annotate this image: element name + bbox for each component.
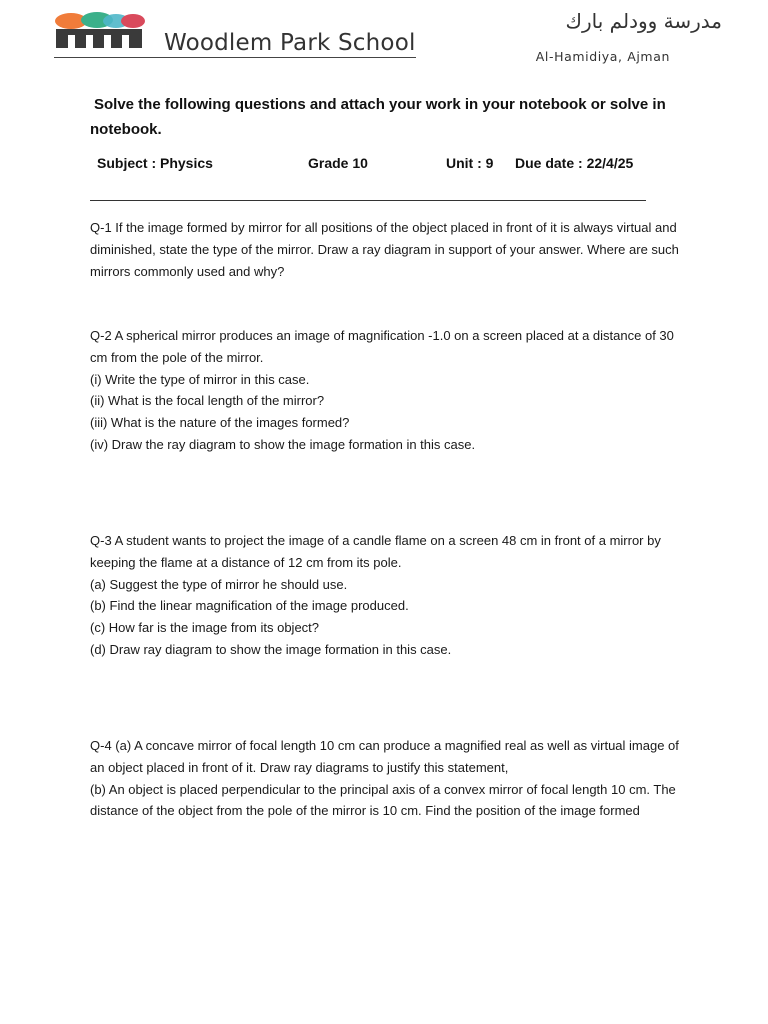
question-line: (iv) Draw the ray diagram to show the image formation in this case.: [90, 436, 476, 452]
school-name: Woodlem Park School: [164, 30, 416, 56]
unit-label: Unit : 9: [446, 155, 494, 171]
question-line: Q-3 A student wants to project the image of a candle flame on a screen 48 cm in front of a mirror by keeping the flame at a distance of 12 cm from its pole.: [90, 533, 661, 570]
logo-leaf-red: [121, 14, 145, 28]
question-line: (iii) What is the nature of the images formed?: [90, 415, 350, 431]
school-building-logo-icon: [54, 10, 146, 50]
header-rule: [54, 57, 416, 58]
question-3: [90, 530, 690, 661]
section-divider: [90, 200, 646, 201]
school-name-arabic: مدرسة وودلم بارك: [565, 9, 722, 33]
question-line: (b) An object is placed perpendicular to the principal axis of a convex mirror of focal length 10 cm. The distance of the object from the pole of the mirror is 10 cm. Find the position of the image formed: [90, 781, 676, 819]
question-1: [90, 217, 690, 282]
logo-window: [104, 35, 111, 48]
question-line: (ii) What is the focal length of the mirror?: [90, 393, 325, 409]
question-line: Q-1 If the image formed by mirror for all positions of the object placed in front of it is always virtual and diminished, state the type of the mirror. Draw a ray diagram in support of your answer. Where are such mirrors commonly used and why?: [90, 220, 679, 279]
instruction-text: [90, 92, 690, 142]
question-line: (i) Write the type of mirror in this case.: [90, 371, 310, 387]
question-4: [90, 735, 690, 822]
school-header: [54, 9, 722, 66]
question-line: Q-2 A spherical mirror produces an image of magnification -1.0 on a screen placed at a distance of 30 cm from the pole of the mirror.: [90, 328, 674, 365]
question-2: [90, 325, 690, 456]
subject-label: Subject : Physics: [97, 155, 213, 171]
school-location: Al-Hamidiya, Ajman: [535, 49, 670, 64]
question-line: (a) Suggest the type of mirror he should use.: [90, 576, 348, 592]
grade-label: Grade 10: [308, 155, 368, 171]
question-line: (d) Draw ray diagram to show the image formation in this case.: [90, 641, 452, 657]
logo-window: [68, 35, 75, 48]
question-line: Q-4 (a) A concave mirror of focal length 10 cm can produce a magnified real as well as virtual image of an object placed in front of it. Draw ray diagrams to justify this statement,: [90, 738, 679, 775]
due-date-label: Due date : 22/4/25: [515, 155, 634, 171]
question-line: (c) How far is the image from its object?: [90, 620, 320, 636]
question-line: (b) Find the linear magnification of the image produced.: [90, 598, 409, 614]
logo-window: [86, 35, 93, 48]
instruction-text-content: Solve the following questions and attach your work in your notebook or solve in notebook.: [90, 96, 666, 138]
logo-window: [122, 35, 129, 48]
